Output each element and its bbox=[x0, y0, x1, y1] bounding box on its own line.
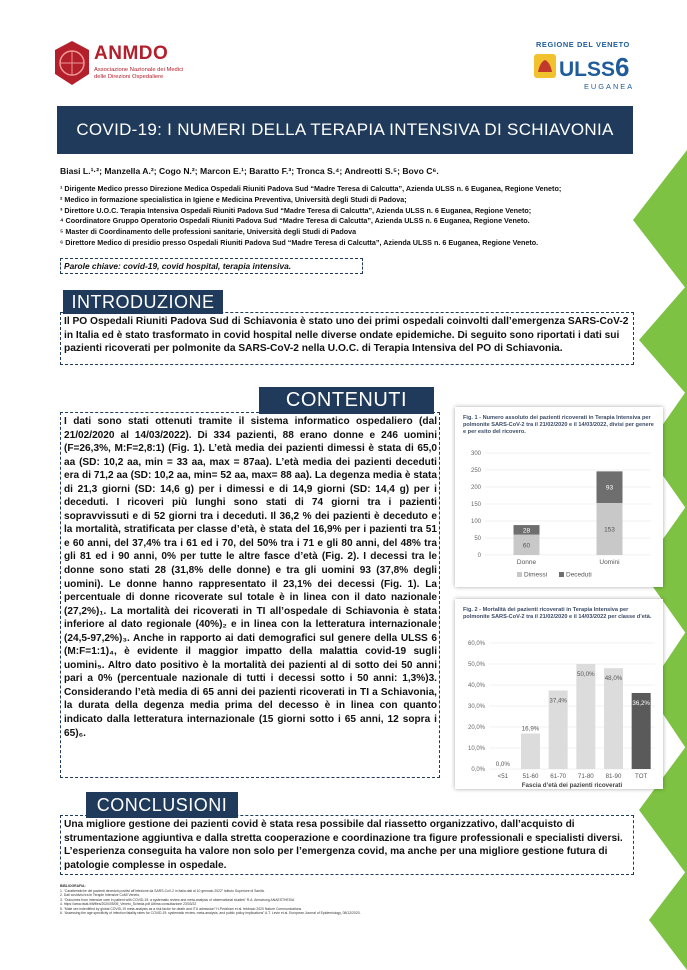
x-tick-label: 51-60 bbox=[522, 773, 539, 780]
y-tick-label: 20,0% bbox=[467, 725, 485, 731]
figure-2-chart bbox=[455, 599, 663, 789]
anmdo-logo-name: ANMDO bbox=[94, 43, 169, 64]
x-tick-label: 61-70 bbox=[550, 773, 567, 780]
affiliation-6: ⁶ Direttore Medico di presidio presso Ospedali Riuniti Padova Sud “Madre Teresa di Calcutta”, Azienda ULSS n. 6 Euganea, Regione Veneto. bbox=[60, 237, 539, 247]
y-tick-label: 40,0% bbox=[467, 683, 485, 689]
contents-heading: CONTENUTI bbox=[259, 387, 434, 414]
figure-2-title: Fig. 2 - Mortalità dei pazienti ricoverati in Terapia Intensiva per polmonite SARS-CoV-2 tra il 21/02/2020 e il 14/03/2022 per classe d’età. bbox=[463, 607, 652, 620]
data-label: 48,0% bbox=[604, 675, 623, 683]
figure-1-title: Fig. 1 - Numero assoluto dei pazienti ricoverati in Terapia Intensiva per polmonite SARS-CoV-2 tra il 21/02/2020 e il 14/03/2022, divisi per genere e per esito del ricovero. bbox=[463, 415, 654, 435]
figure-1-chart bbox=[455, 407, 663, 587]
y-tick-label: 100 bbox=[470, 519, 481, 525]
y-tick-label: 0 bbox=[477, 553, 481, 559]
legend-swatch bbox=[559, 572, 564, 577]
introduction-heading: INTRODUZIONE bbox=[63, 290, 223, 314]
x-tick-label: 81-90 bbox=[605, 773, 622, 780]
figure-1 bbox=[455, 407, 663, 587]
y-tick-label: 30,0% bbox=[467, 704, 485, 710]
anmdo-logo-line1: Associazione Nazionale dei Medici bbox=[94, 67, 184, 73]
y-tick-label: 0,0% bbox=[471, 767, 485, 773]
poster-title: COVID-19: I NUMERI DELLA TERAPIA INTENSIVA DI SCHIAVONIA bbox=[57, 106, 633, 154]
ulss6-logo-number: 6 bbox=[615, 52, 630, 82]
bibliography-item: 2. Dati covidvisi tra le Terapie Intensive CoMI Veneto. bbox=[60, 893, 141, 897]
contents-text: I dati sono stati ottenuti tramite il sistema informatico ospedaliero (dal 21/02/2020 al 14/03/2022). Di 334 pazienti, 88 erano donne e 246 uomini (F=26,3%, M:F=2,8:1) (Fig. 1). L’età media dei pazienti dimessi è stata di 65,0 aa (SD: 10,2 aa, min = 33 aa, max = 87aa). L’età media dei pazienti deceduti era di 71,2 aa (SD: 10,2 aa, min= 52 aa, max= 88 aa). La degenza media è stata di 21,3 giorni (SD: 14,6 g) per i dimessi e di 14,9 giorni (SD: 14,4 g) per i deceduti. I ricoveri più lunghi sono stati di 74 giorni tra i pazienti sopravvissuti e di 52 giorni tra i deceduti. Il 36,2 % dei pazienti è deceduto e la mortalità, stratificata per classe d’età, è stata del 16,9% per i pazienti tra 51 e 60 anni, del 37,4% tra i 61 ed i 70, del 50% tra i 71 e gli 80 anni, del 48% tra gli 81 ed i 90 anni, 0% per tutte le altre fasce d’età (Fig. 2). I decessi tra le donne sono stati 28 (31,8% delle donne) e tra gli uomini 93 (37,8% degli uomini). Le donne hanno rappresentato il 23,1% dei decessi (Fig. 1). La percentuale di donne ricoverate sul totale è in linea con il dato nazionale (27,2%)₁. La mortalità dei ricoverati in TI all’ospedale di Schiavonia è stata inferiore al dato regionale (40%)₂ e in linea con la letteratura internazionale (24,5-97,2%)₃. Anche in rapporto ai dati demografici sul genere della ULSS 6 (M:F=1:1)₄, è evidente il maggior impatto della malattia covid-19 sugli uomini₅. Altro dato positivo è la mortalità dei pazienti al di sotto dei 50 anni pari a 0% (percentuale nazionale di tutti i decessi sotto i 50 anni: 1,3%)3. Considerando l’età media di 65 anni dei pazienti ricoverati in TI a Schiavonia, la durata della degenza media prima del decesso è in linea con quanto indicato dalla letteratura internazionale (15 giorni sotto i 65 anni, 12 sopra i 65)₆. bbox=[60, 412, 440, 778]
anmdo-logo bbox=[52, 40, 194, 88]
conclusions-heading: CONCLUSIONI bbox=[86, 792, 238, 818]
ulss6-logo-sub: EUGANEA bbox=[584, 82, 635, 91]
legend-swatch bbox=[517, 572, 522, 577]
data-label: 50,0% bbox=[577, 671, 595, 678]
affiliation-2: ² Medico in formazione specialistica in Igiene e Medicina Preventiva, Università degli Studi di Padova; bbox=[60, 194, 407, 204]
data-label: 153 bbox=[604, 526, 615, 534]
affiliation-5: ⁵ Master di Coordinamento delle professioni sanitarie, Università degli Studi di Padova bbox=[60, 227, 357, 237]
anmdo-globe-icon bbox=[52, 40, 92, 86]
x-tick-label: Donne bbox=[516, 559, 537, 566]
y-tick-label: 300 bbox=[470, 451, 481, 457]
legend-label: Dimessi bbox=[524, 571, 548, 579]
y-tick-label: 250 bbox=[470, 468, 481, 474]
affiliation-4: ⁴ Coordinatore Gruppo Operatorio Ospedali Riuniti Padova Sud “Madre Teresa di Calcutta”, Azienda ULSS n. 6 Euganea, Regione Veneto. bbox=[60, 216, 530, 226]
x-tick-label: <51 bbox=[497, 773, 509, 780]
ulss6-logo-region: REGIONE DEL VENETO bbox=[536, 40, 630, 49]
affiliations bbox=[60, 184, 650, 249]
y-tick-label: 10,0% bbox=[467, 746, 485, 752]
bibliography-item: 1. “Caratteristiche dei pazienti deceduti positivi all’infezione da SARS-CoV-2 in Italia dati al 10 gennaio 2022” Istituto Superiore di Sanità. bbox=[60, 888, 265, 893]
y-tick-label: 50,0% bbox=[467, 662, 485, 668]
data-label: 28 bbox=[522, 527, 531, 535]
ulss6-logo bbox=[532, 40, 642, 98]
data-label: 93 bbox=[605, 484, 614, 492]
introduction-text: Il PO Ospedali Riuniti Padova Sud di Schiavonia è stato uno dei primi ospedali coinvolti dall’emergenza SARS-CoV-2 in Italia ed è stato trasformato in covid hospital nelle diverse ondate epidemiche. Di seguito sono riportati i dati sui pazienti ricoverati per polmonite da SARS-CoV-2 nella U.O.C. di Terapia Intensiva del PO di Schiavonia. bbox=[60, 312, 634, 365]
data-label: 36,2% bbox=[632, 699, 650, 707]
bibliography-item: 3. “Outcomes from intensive care in patient with COVID-19: a systematic review and meta-analysis of observational studies” R.A. Armstrong ANAESTHESIA bbox=[60, 897, 295, 902]
y-tick-label: 50 bbox=[474, 536, 481, 542]
keywords: Parole chiave: covid-19, covid hospital, terapia intensiva. bbox=[60, 258, 363, 274]
data-label: 60 bbox=[522, 542, 531, 550]
figure-2 bbox=[455, 599, 663, 789]
bibliography-item: 4. https://www.istat.it/it/files/2020/05/05_Veneto_Scheda.pdf Ultima consultazione 23/03/22 bbox=[60, 902, 197, 906]
conclusions-text: Una migliore gestione dei pazienti covid è stata resa possibile dal riassetto organizzativo, dall’acquisto di strumentazione aggiuntiva e dalla stretta cooperazione e coordinazione tra figure professionali e specialisti diversi. L’esperienza conseguita ha valore non solo per l’emergenza covid, ma anche per una migliore gestione futura di patologie complesse in ospedale. bbox=[60, 815, 634, 875]
y-tick-label: 60,0% bbox=[467, 641, 485, 647]
bibliography bbox=[60, 884, 620, 916]
affiliation-3: ³ Direttore U.O.C. Terapia Intensiva Ospedali Riuniti Padova Sud “Madre Teresa di Calcutta”, Azienda ULSS n. 6 Euganea, Regione Veneto; bbox=[60, 205, 532, 215]
bibliography-title: BIBLIOGRAFIA: bbox=[60, 884, 86, 888]
x-tick-label: Uomini bbox=[599, 559, 620, 566]
bibliography-item: 6. “Assessing the age specificity of infection fatality rates for COVID-19: systematic review, meta-analysis, and public policy implications” A.T. Levin et al. European Journal of Epidemiology, 08/12/2020. bbox=[60, 911, 361, 915]
data-label: 0,0% bbox=[495, 761, 510, 768]
ulss6-logo-name: ULSS bbox=[559, 58, 616, 81]
y-tick-label: 150 bbox=[470, 502, 481, 508]
bar bbox=[576, 664, 595, 769]
lion-of-venice-icon bbox=[534, 54, 556, 78]
anmdo-logo-line2: delle Direzioni Ospedaliere bbox=[94, 74, 164, 80]
bar bbox=[604, 668, 623, 769]
x-tick-label: TOT bbox=[635, 773, 648, 780]
affiliation-1: ¹ Dirigente Medico presso Direzione Medica Ospedali Riuniti Padova Sud “Madre Teresa di Calcutta”, Azienda ULSS n. 6 Euganea, Regione Veneto; bbox=[60, 184, 562, 193]
legend-label: Deceduti bbox=[566, 571, 592, 579]
x-tick-label: 71-80 bbox=[577, 773, 594, 780]
data-label: 37,4% bbox=[549, 697, 567, 705]
bibliography-item: 5. “Male sex indentified by global COVID-19 meta-analysis as a risk factor for death and ITU admission” H.Peckham et al. febbraio 2020 Nature Communications bbox=[60, 906, 302, 911]
x-axis-label: Fascia d’età dei pazienti ricoverati bbox=[521, 782, 623, 789]
authors: Biasi L.¹·²; Manzella A.²; Cogo N.²; Marcon E.¹; Baratto F.³; Tronca S.⁴; Andreotti S.⁵; Bovo C⁶. bbox=[60, 166, 439, 176]
y-tick-label: 200 bbox=[470, 485, 481, 491]
data-label: 16,9% bbox=[521, 725, 540, 733]
bar bbox=[521, 734, 540, 769]
